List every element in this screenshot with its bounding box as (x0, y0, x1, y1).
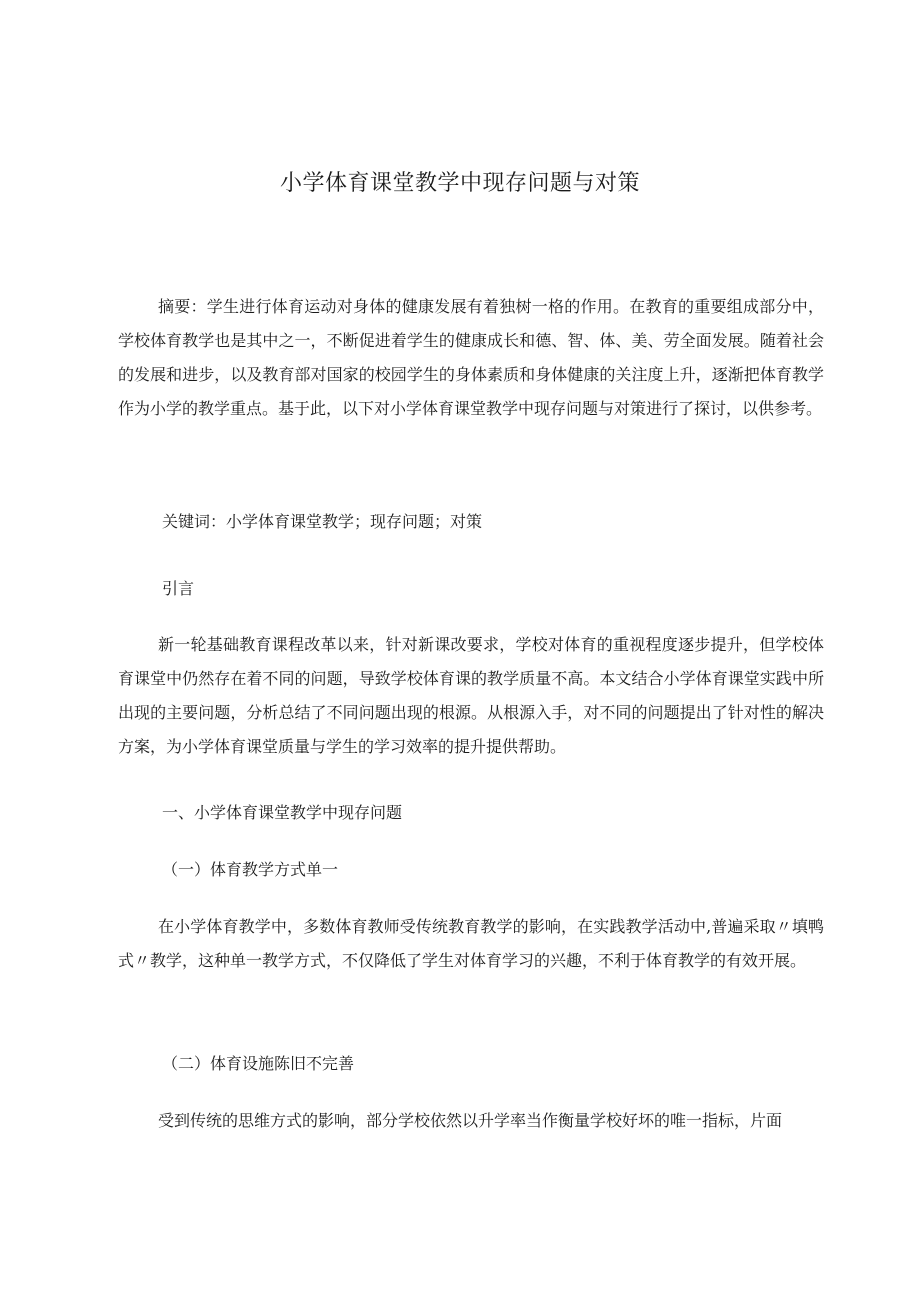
abstract-paragraph: 摘要：学生进行体育运动对身体的健康发展有着独树一格的作用。在教育的重要组成部分中，学校体育教学也是其中之一，不断促进着学生的健康成长和德、智、体、美、劳全面发展。随着社会的发展和进步，以及教育部对国家的校园学生的身体素质和身体健康的关注度上升，逐渐把体育教学作为小学的教学重点。基于此，以下对小学体育课堂教学中现存问题与对策进行了探讨，以供参考。 (118, 297, 824, 418)
section-1-heading: 一、小学体育课堂教学中现存问题 (162, 803, 403, 822)
intro-paragraph: 新一轮基础教育课程改革以来，针对新课改要求，学校对体育的重视程度逐步提升，但学校体育课堂中仍然存在着不同的问题，导致学校体育课的教学质量不高。本文结合小学体育课堂实践中所出现的主要问题，分析总结了不同问题出现的根源。从根源入手，对不同的问题提出了针对性的解决方案，为小学体育课堂质量与学生的学习效率的提升提供帮助。 (118, 635, 824, 756)
subsection-1-paragraph: 在小学体育教学中，多数体育教师受传统教育教学的影响，在实践教学活动中,普遍采取〃填鸭式〃教学，这种单一教学方式，不仅降低了学生对体育学习的兴趣，不利于体育教学的有效开展。 (118, 917, 824, 970)
subsection-1-heading: （一）体育教学方式单一 (162, 860, 339, 879)
subsection-2-heading: （二）体育设施陈旧不完善 (162, 1054, 355, 1073)
keywords-line: 关键词：小学体育课堂教学；现存问题；对策 (162, 512, 483, 531)
subsection-2-paragraph: 受到传统的思维方式的影响，部分学校依然以升学率当作衡量学校好坏的唯一指标，片面 (158, 1111, 783, 1130)
document-title: 小学体育课堂教学中现存问题与对策 (279, 171, 640, 196)
intro-heading: 引言 (162, 579, 195, 598)
